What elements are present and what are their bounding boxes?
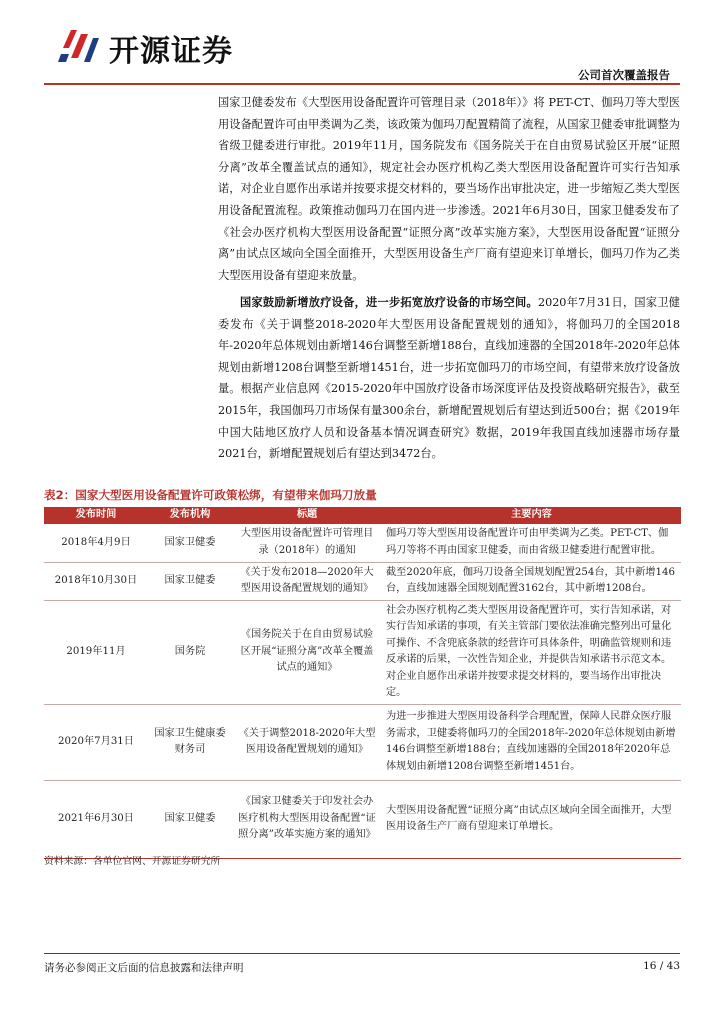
- cell-org: 国家卫生健康委财务司: [148, 704, 232, 780]
- paragraph-body: 2020年7月31日，国家卫健委发布《关于调整2018-2020年大型医用设备配置规划的通知》，将伽玛刀的全国2018年-2020年总体规划由新增146台调整至新增188台，直线加速器的全国2018年-2020年总体规划由新增1208台调整至新增1451台，进一步拓宽伽玛刀的市场空间，有望带来放疗设备放量。根据产业信息网《2015-2020年中国放疗设备市场深度评估及投资战略研究报告》，截至2015年，我国伽玛刀市场保有量300余台，新增配置规划后有望达到近500台；据《2019年中国大陆地区放疗人员和设备基本情况调查研究》数据，2019年我国直线加速器市场存量2021台，新增配置规划后有望达到3472台。: [218, 296, 680, 461]
- report-type: 公司首次覆盖报告: [578, 68, 670, 82]
- cell-title: 《国务院关于在自由贸易试验区开展“证照分离”改革全覆盖试点的通知》: [232, 600, 382, 704]
- brand-name: 开源证券: [109, 34, 233, 69]
- header-title: 标题: [232, 507, 382, 524]
- cell-date: 2018年4月9日: [44, 524, 148, 562]
- brand-logo: [57, 24, 277, 68]
- table-row: [44, 524, 681, 562]
- cell-title: 大型医用设备配置许可管理目录（2018年）的通知: [232, 524, 382, 562]
- table-row: [44, 562, 681, 600]
- cell-org: 国务院: [148, 600, 232, 704]
- cell-content: 伽玛刀等大型医用设备配置许可由甲类调为乙类。PET-CT、伽玛刀等将不再由国家卫健委，而由省级卫健委进行配置审批。: [382, 524, 681, 562]
- table-title: 表2：国家大型医用设备配置许可政策松绑，有望带来伽玛刀放量: [44, 488, 377, 502]
- header-content: 主要内容: [382, 507, 681, 524]
- cell-content: 大型医用设备配置“证照分离”由试点区域向全国全面推开，大型医用设备生产厂商有望迎来订单增长。: [382, 780, 681, 858]
- page-number: 16 / 43: [643, 960, 680, 972]
- header-org: 发布机构: [148, 507, 232, 524]
- header-date: 发布时间: [44, 507, 148, 524]
- table-row: [44, 780, 681, 858]
- cell-org: 国家卫健委: [148, 562, 232, 600]
- cell-date: 2021年6月30日: [44, 780, 148, 858]
- table-row: [44, 704, 681, 780]
- cell-content: 截至2020年底，伽玛刀设备全国规划配置254台，其中新增146台，直线加速器全国规划配置3162台，其中新增1208台。: [382, 562, 681, 600]
- cell-date: 2018年10月30日: [44, 562, 148, 600]
- paragraph-lead: 国家鼓励新增放疗设备，进一步拓宽放疗设备的市场空间。: [240, 295, 538, 309]
- cell-title: 《关于发布2018—2020年大型医用设备配置规划的通知》: [232, 562, 382, 600]
- cell-content: 社会办医疗机构乙类大型医用设备配置许可，实行告知承诺，对实行告知承诺的事项，有关主管部门要依法准确完整列出可量化可操作、不含兜底条款的经营许可具体条件，明确监管规则和违反承诺的后果，一次性告知企业，并提供告知承诺书示范文本。对企业自愿作出承诺并按要求提交材料的，要当场作出审批决定。: [382, 600, 681, 704]
- footer-divider: [44, 953, 680, 954]
- cell-content: 为进一步推进大型医用设备科学合理配置，保障人民群众医疗服务需求，卫健委将伽玛刀的全国2018年-2020年总体规划由新增146台调整至新增188台；直线加速器的全国2018年2020年总体规划由新增1208台调整至新增1451台。: [382, 704, 681, 780]
- cell-date: 2020年7月31日: [44, 704, 148, 780]
- cell-title: 《关于调整2018-2020年大型医用设备配置规划的通知》: [232, 704, 382, 780]
- logo-mark-icon: [57, 24, 101, 68]
- policy-table: [44, 507, 681, 859]
- table-row: [44, 600, 681, 704]
- cell-date: 2019年11月: [44, 600, 148, 704]
- source-note: 资料来源：各单位官网、开源证券研究所: [44, 856, 221, 867]
- cell-org: 国家卫健委: [148, 780, 232, 858]
- body-paragraph-1: 国家卫健委发布《大型医用设备配置许可管理目录（2018年）》将 PET-CT、伽玛刀等大型医用设备配置许可由甲类调为乙类，该政策为伽玛刀配置精简了流程，从国家卫健委审批调整为省级卫健委进行审批。2019年11月，国务院发布《国务院关于在自由贸易试验区开展“证照分离”改革全覆盖试点的通知》，规定社会办医疗机构乙类大型医用设备配置许可实行告知承诺，对企业自愿作出承诺并按要求提交材料的，要当场作出审批决定，进一步缩短乙类大型医用设备配置流程。政策推动伽玛刀在国内进一步渗透。2021年6月30日，国家卫健委发布了《社会办医疗机构大型医用设备配置“证照分离”改革实施方案》，大型医用设备配置“证照分离”由试点区域向全国全面推开，大型医用设备生产厂商有望迎来订单增长，伽玛刀作为乙类大型医用设备有望迎来放量。: [218, 96, 680, 282]
- page-header: [0, 0, 724, 92]
- header-divider: [44, 83, 680, 85]
- disclaimer-note: 请务必参阅正文后面的信息披露和法律声明: [44, 962, 244, 974]
- body-paragraph-2: [218, 292, 680, 465]
- cell-title: 《国家卫健委关于印发社会办医疗机构大型医用设备配置“证照分离”改革实施方案的通知》: [232, 780, 382, 858]
- cell-org: 国家卫健委: [148, 524, 232, 562]
- table-header-row: [44, 507, 681, 524]
